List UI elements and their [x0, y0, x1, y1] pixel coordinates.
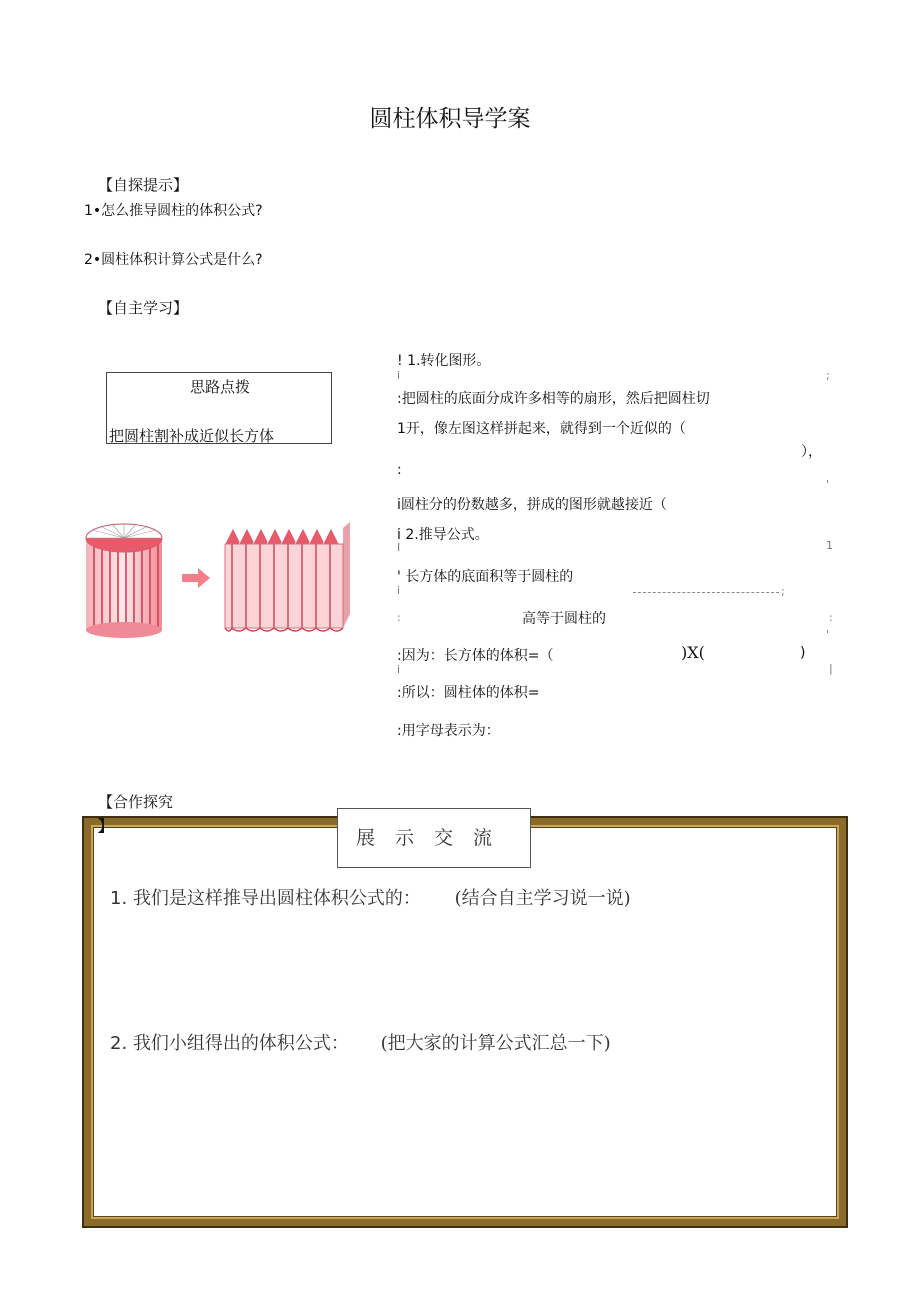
margin-colon: : [397, 462, 402, 478]
arrow-right-icon [182, 568, 210, 588]
coop-question-1-text: 1. 我们是这样推导出圆柱体积公式的： [110, 888, 421, 909]
display-exchange-banner: 展示交流 [337, 808, 531, 868]
tip-box-title: 思路点拨 [189, 378, 250, 396]
coop-question-2-hint: (把大家的计算公式汇总一下) [380, 1033, 611, 1054]
line-rearrange: 1开，像左图这样拼起来，就得到一个近似的（ [397, 421, 686, 437]
margin-mark: i [397, 369, 401, 382]
self-explore-question-1: 1•怎么推导圆柱的体积公式? [84, 203, 263, 219]
coop-question-1-hint: (结合自主学习说一说) [454, 888, 631, 909]
tip-box [106, 372, 332, 444]
self-explore-question-2: 2•圆柱体积计算公式是什么? [84, 252, 263, 268]
line-close-paren: ) [800, 645, 806, 661]
margin-mark: i [397, 663, 401, 676]
coop-heading-end: 】 [98, 817, 114, 835]
line-times: )X( [681, 643, 705, 662]
display-frame [84, 818, 846, 1226]
line-letters: :用字母表示为： [397, 723, 500, 739]
line-rearrange-close: ）， [801, 444, 822, 460]
margin-mark: I [397, 541, 401, 554]
line-base-area: ' 长方体的底面积等于圆柱的 [397, 569, 574, 585]
line-height-equal: 高等于圆柱的 [522, 611, 606, 627]
margin-mark: : [397, 611, 401, 624]
line-so-volume: :所以：圆柱体的体积= [397, 685, 540, 701]
tip-box-body: 把圆柱割补成近似长方体 [109, 427, 275, 445]
margin-mark: ' [826, 478, 830, 491]
coop-question-2 [110, 1029, 611, 1055]
line-because-volume: :因为：长方体的体积=（ [397, 648, 554, 664]
line-more-parts: i圆柱分的份数越多，拼成的图形就越接近（ [397, 497, 667, 513]
margin-mark: 1 [826, 539, 833, 552]
coop-question-2-text: 2. 我们小组得出的体积公式： [110, 1033, 349, 1054]
margin-mark: | [829, 662, 833, 675]
line-base-area-end: ; [781, 585, 785, 598]
margin-mark: : [829, 611, 833, 624]
cylinder-icon [86, 524, 162, 638]
margin-mark: ; [826, 369, 830, 382]
page-title: 圆柱体积导学案 [369, 106, 531, 132]
self-explore-heading: 【自探提示】 [98, 176, 189, 194]
cuboid-icon [225, 522, 350, 631]
coop-question-1 [110, 884, 631, 910]
coop-heading: 【合作探究 [98, 793, 174, 811]
line-convert-shape: ! 1.转化图形。 [397, 353, 491, 369]
line-derive-formula: i 2.推导公式。 [397, 527, 489, 543]
cylinder-to-cuboid-illustration [80, 518, 355, 643]
self-study-heading: 【自主学习】 [98, 299, 189, 317]
margin-mark: i [397, 584, 401, 597]
blank-line [633, 592, 779, 593]
line-cut-sectors: :把圆柱的底面分成许多相等的扇形，然后把圆柱切 [397, 391, 710, 407]
margin-mark: ' [826, 628, 830, 641]
